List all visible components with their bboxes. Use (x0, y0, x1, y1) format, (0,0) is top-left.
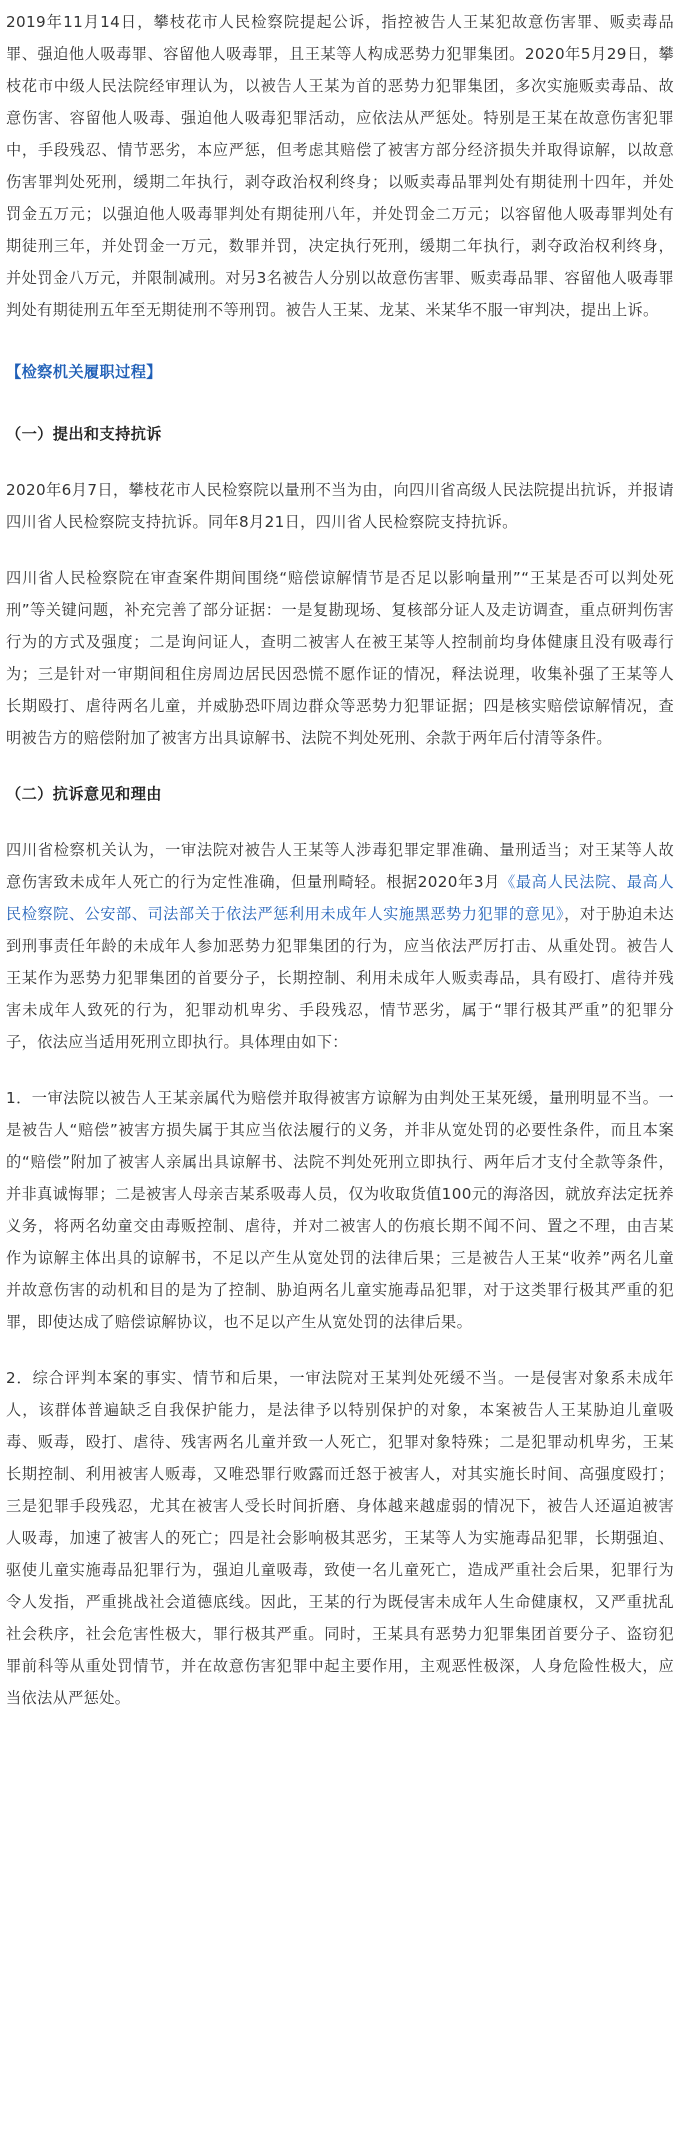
lead-text-before: 四川省检察机关认为，一审法院对被告人王某等人涉毒犯罪定罪准确、量刑适当；对王某等人故意伤害致未成年人死亡的行为定性准确，但量刑畸轻。根据2020年3月 (6, 841, 674, 891)
spacer (6, 1058, 674, 1082)
subheading-reasons: （二）抗诉意见和理由 (6, 785, 162, 803)
spacer (6, 754, 674, 778)
section-title: 【检察机关履职过程】 (6, 363, 162, 381)
spacer (6, 810, 674, 834)
spacer (6, 450, 674, 474)
reason-2-paragraph: 2．综合评判本案的事实、情节和后果，一审法院对王某判处死缓不当。一是侵害对象系未成年人，该群体普遍缺乏自我保护能力，是法律予以特别保护的对象，本案被告人王某胁迫儿童吸毒、贩毒，殴打、虐待、残害两名儿童并致一人死亡，犯罪对象特殊；二是犯罪动机卑劣，王某长期控制、利用被害人贩毒，又唯恐罪行败露而迁怒于被害人，对其实施长时间、高强度殴打；三是犯罪手段残忍，尤其在被害人受长时间折磨、身体越来越虚弱的情况下，被告人还逼迫被害人吸毒，加速了被害人的死亡；四是社会影响极其恶劣，王某等人为实施毒品犯罪，长期强迫、驱使儿童实施毒品犯罪行为，强迫儿童吸毒，致使一名儿童死亡，造成严重社会后果，犯罪行为令人发指，严重挑战社会道德底线。因此，王某的行为既侵害未成年人生命健康权，又严重扰乱社会秩序，社会危害性极大，罪行极其严重。同时，王某具有恶势力犯罪集团首要分子、盗窃犯罪前科等从重处罚情节，并在故意伤害犯罪中起主要作用，主观恶性极深，人身危险性极大，应当依法从严惩处。 (6, 1369, 674, 1707)
appeal-paragraph-1: 2020年6月7日，攀枝花市人民检察院以量刑不当为由，向四川省高级人民法院提出抗诉，并报请四川省人民检察院支持抗诉。同年8月21日，四川省人民检察院支持抗诉。 (6, 481, 674, 531)
subheading-appeal: （一）提出和支持抗诉 (6, 425, 162, 443)
spacer (6, 1338, 674, 1362)
spacer (6, 538, 674, 562)
intro-paragraph: 2019年11月14日，攀枝花市人民检察院提起公诉，指控被告人王某犯故意伤害罪、贩卖毒品罪、强迫他人吸毒罪、容留他人吸毒罪，且王某等人构成恶势力犯罪集团。2020年5月29日，攀枝花市中级人民法院经审理认为，以被告人王某为首的恶势力犯罪集团，多次实施贩卖毒品、故意伤害、容留他人吸毒、强迫他人吸毒犯罪活动，应依法从严惩处。特别是王某在故意伤害犯罪中，手段残忍、情节恶劣，本应严惩，但考虑其赔偿了被害方部分经济损失并取得谅解，以故意伤害罪判处死刑，缓期二年执行，剥夺政治权利终身；以贩卖毒品罪判处有期徒刑十四年，并处罚金五万元；以强迫他人吸毒罪判处有期徒刑八年，并处罚金二万元；以容留他人吸毒罪判处有期徒刑三年，并处罚金一万元，数罪并罚，决定执行死刑，缓期二年执行，剥夺政治权利终身，并处罚金八万元，并限制减刑。对另3名被告人分别以故意伤害罪、贩卖毒品罪、容留他人吸毒罪判处有期徒刑五年至无期徒刑不等刑罚。被告人王某、龙某、米某华不服一审判决，提出上诉。 (6, 13, 674, 319)
reasons-lead-paragraph (6, 834, 674, 1058)
appeal-paragraph-2: 四川省人民检察院在审查案件期间围绕“赔偿谅解情节是否足以影响量刑”“王某是否可以判处死刑”等关键问题，补充完善了部分证据：一是复勘现场、复核部分证人及走访调查，重点研判伤害行为的方式及强度；二是询问证人，查明二被害人在被王某等人控制前均身体健康且没有吸毒行为；三是针对一审期间租住房周边居民因恐慌不愿作证的情况，释法说理，收集补强了王某等人长期殴打、虐待两名儿童，并威胁恐吓周边群众等恶势力犯罪证据；四是核实赔偿谅解情况，查明被告方的赔偿附加了被害方出具谅解书、法院不判处死刑、余款于两年后付清等条件。 (6, 569, 674, 747)
spacer (6, 326, 674, 356)
spacer (6, 388, 674, 418)
legal-opinion-link[interactable]: 《最高人民法院、最高人民检察院、公安部、司法部关于依法严惩利用未成年人实施黑恶势力犯罪的意见》 (6, 873, 674, 923)
lead-text-after: ，对于胁迫未达到刑事责任年龄的未成年人参加恶势力犯罪集团的行为，应当依法严厉打击、从重处罚。被告人王某作为恶势力犯罪集团的首要分子，长期控制、利用未成年人贩卖毒品，具有殴打、虐待并残害未成年人致死的行为，犯罪动机卑劣、手段残忍，情节恶劣，属于“罪行极其严重”的犯罪分子，依法应当适用死刑立即执行。具体理由如下： (6, 905, 675, 1051)
reason-1-paragraph: 1．一审法院以被告人王某亲属代为赔偿并取得被害方谅解为由判处王某死缓，量刑明显不当。一是被告人“赔偿”被害方损失属于其应当依法履行的义务，并非从宽处罚的必要性条件，而且本案的“赔偿”附加了被害人亲属出具谅解书、法院不判处死刑立即执行、两年后才支付全款等条件，并非真诚悔罪；二是被害人母亲吉某系吸毒人员，仅为收取货值100元的海洛因，就放弃法定抚养义务，将两名幼童交由毒贩控制、虐待，并对二被害人的伤痕长期不闻不问、置之不理，由吉某作为谅解主体出具的谅解书，不足以产生从宽处罚的法律后果；三是被告人王某“收养”两名儿童并故意伤害的动机和目的是为了控制、胁迫两名儿童实施毒品犯罪，对于这类罪行极其严重的犯罪，即使达成了赔偿谅解协议，也不足以产生从宽处罚的法律后果。 (6, 1089, 674, 1331)
